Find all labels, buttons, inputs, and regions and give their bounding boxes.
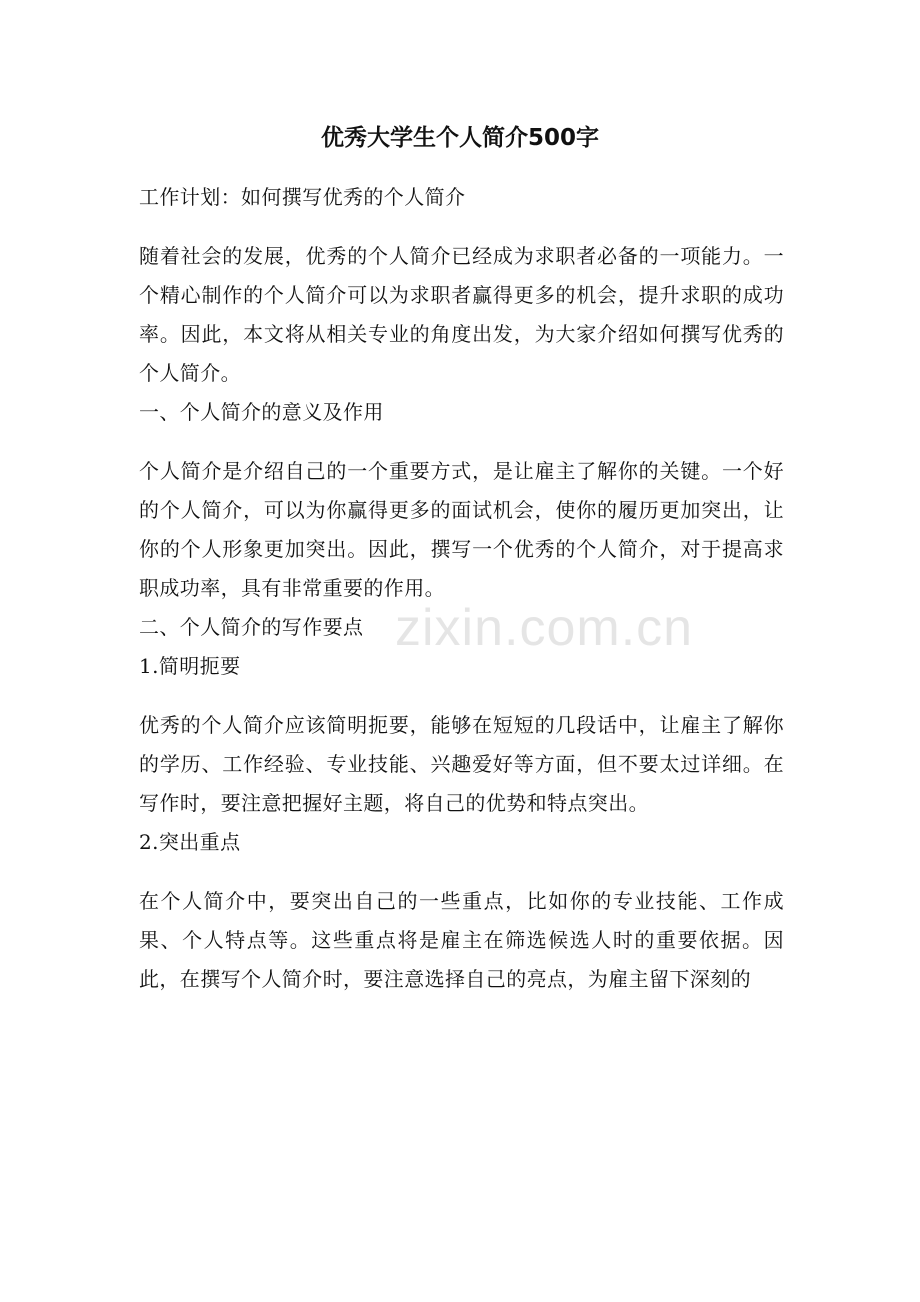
section-paragraph-1: 个人简介是介绍自己的一个重要方式，是让雇主了解你的关键。一个好的个人简介，可以为你赢得更多的面试机会，使你的履历更加突出，让你的个人形象更加突出。因此，撰写一个优秀的个人简介，对于提高求职成功率，具有非常重要的作用。 — [139, 459, 784, 600]
document-body — [139, 178, 784, 999]
point-heading-1: 1.简明扼要 — [139, 654, 241, 678]
section-heading-2: 二、个人简介的写作要点 — [139, 615, 364, 639]
point-paragraph-2: 在个人简介中，要突出自己的一些重点，比如你的专业技能、工作成果、个人特点等。这些重点将是雇主在筛选候选人时的重要依据。因此，在撰写个人简介时，要注意选择自己的亮点，为雇主留下深刻的 — [139, 889, 784, 991]
section-heading-1: 一、个人简介的意义及作用 — [139, 400, 384, 424]
watermark: zixin.com.cn — [395, 599, 694, 657]
intro-paragraph: 随着社会的发展，优秀的个人简介已经成为求职者必备的一项能力。一个精心制作的个人简介可以为求职者赢得更多的机会，提升求职的成功率。因此，本文将从相关专业的角度出发，为大家介绍如何撰写优秀的个人简介。 — [139, 244, 784, 385]
document-title: 优秀大学生个人简介500字 — [320, 125, 599, 151]
point-heading-2: 2.突出重点 — [139, 830, 241, 854]
point-paragraph-1: 优秀的个人简介应该简明扼要，能够在短短的几段话中，让雇主了解你的学历、工作经验、专业技能、兴趣爱好等方面，但不要太过详细。在写作时，要注意把握好主题，将自己的优势和特点突出。 — [139, 713, 784, 815]
subtitle: 工作计划：如何撰写优秀的个人简介 — [139, 185, 466, 209]
